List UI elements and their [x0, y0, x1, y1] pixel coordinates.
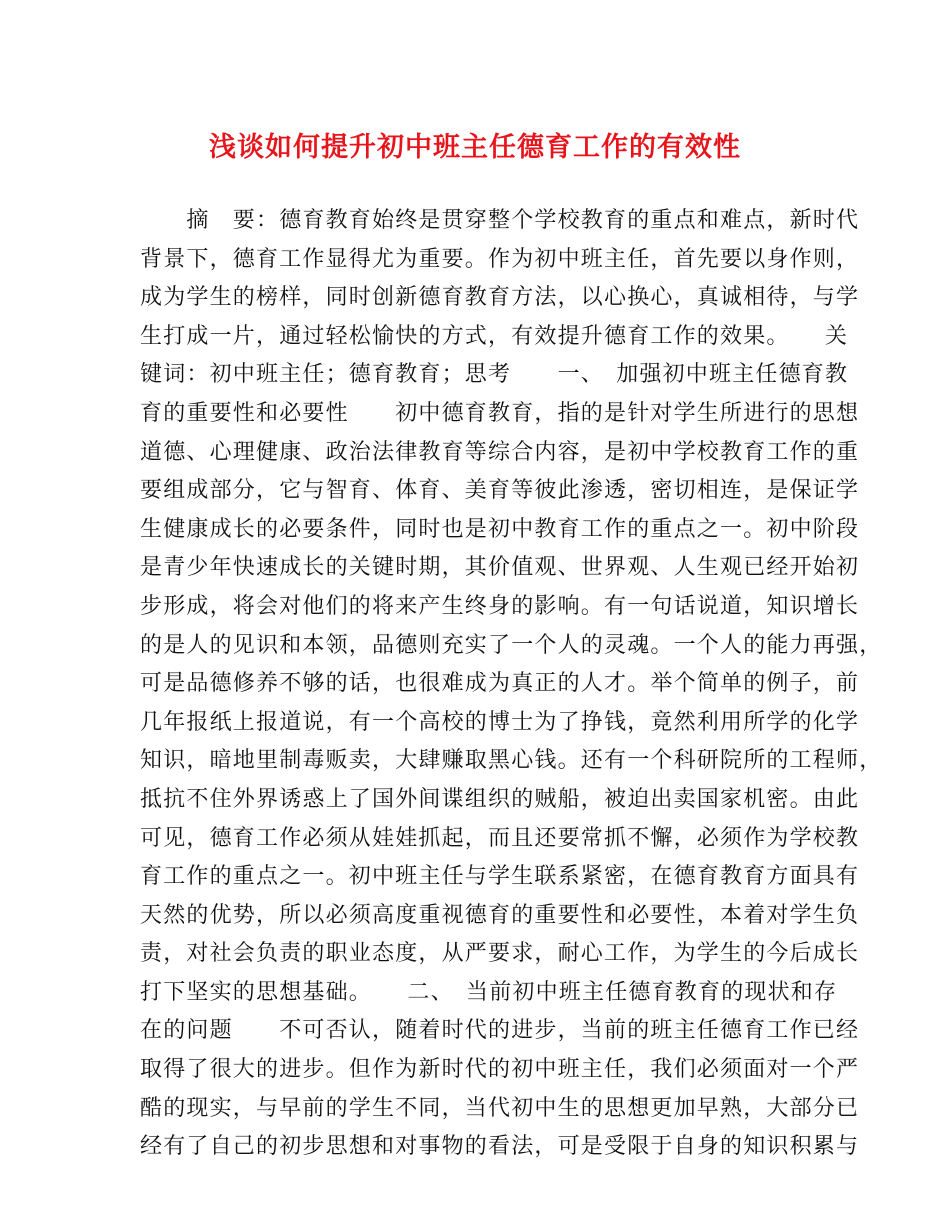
body-line: 是青少年快速成长的关键时期，其价值观、世界观、人生观已经开始初	[140, 555, 860, 581]
body-line: 的是人的见识和本领，品德则充实了一个人的灵魂。一个人的能力再强，	[140, 632, 883, 658]
body-line: 要组成部分，它与智育、体育、美育等彼此渗透，密切相连，是保证学	[140, 478, 860, 504]
body-line: 几年报纸上报道说，有一个高校的博士为了挣钱，竟然利用所学的化学	[140, 709, 860, 735]
body-line: 取得了很大的进步。但作为新时代的初中班主任，我们必须面对一个严	[140, 1057, 860, 1083]
document-title: 浅谈如何提升初中班主任德育工作的有效性	[209, 132, 741, 163]
body-line: 背景下，德育工作显得尤为重要。作为初中班主任，首先要以身作则，	[140, 246, 860, 272]
body-line: 可是品德修养不够的话，也很难成为真正的人才。举个简单的例子，前	[140, 671, 860, 697]
body-line: 育的重要性和必要性 初中德育教育，指的是针对学生所进行的思想	[140, 400, 860, 426]
body-line: 打下坚实的思想基础。 二、 当前初中班主任德育教育的现状和存	[140, 979, 838, 1005]
body-line: 键词：初中班主任；德育教育；思考 一、 加强初中班主任德育教	[140, 362, 849, 388]
document-body	[140, 202, 883, 1167]
body-line: 酷的现实，与早前的学生不同，当代初中生的思想更加早熟，大部分已	[140, 1095, 860, 1121]
body-line: 知识，暗地里制毒贩卖，大肆赚取黑心钱。还有一个科研院所的工程师，	[140, 748, 883, 774]
body-line: 生健康成长的必要条件，同时也是初中教育工作的重点之一。初中阶段	[140, 516, 860, 542]
body-line: 成为学生的榜样，同时创新德育教育方法，以心换心，真诚相待，与学	[140, 285, 860, 311]
body-line: 生打成一片，通过轻松愉快的方式，有效提升德育工作的效果。 关	[140, 323, 849, 349]
body-line: 摘 要：德育教育始终是贯穿整个学校教育的重点和难点，新时代	[140, 208, 860, 233]
body-line: 抵抗不住外界诱惑上了国外间谍组织的贼船，被迫出卖国家机密。由此	[140, 786, 860, 812]
body-line: 在的问题 不可否认，随着时代的进步，当前的班主任德育工作已经	[140, 1018, 860, 1044]
body-line: 天然的优势，所以必须高度重视德育的重要性和必要性，本着对学生负	[140, 902, 860, 928]
body-line: 步形成，将会对他们的将来产生终身的影响。有一句话说道，知识增长	[140, 593, 860, 619]
body-line: 责，对社会负责的职业态度，从严要求，耐心工作，为学生的今后成长	[140, 941, 860, 967]
body-line: 育工作的重点之一。初中班主任与学生联系紧密，在德育教育方面具有	[140, 864, 860, 890]
body-line: 道德、心理健康、政治法律教育等综合内容，是初中学校教育工作的重	[140, 439, 860, 465]
body-line: 可见，德育工作必须从娃娃抓起，而且还要常抓不懈，必须作为学校教	[140, 825, 860, 851]
body-line: 经有了自己的初步思想和对事物的看法，可是受限于自身的知识积累与	[140, 1134, 860, 1160]
